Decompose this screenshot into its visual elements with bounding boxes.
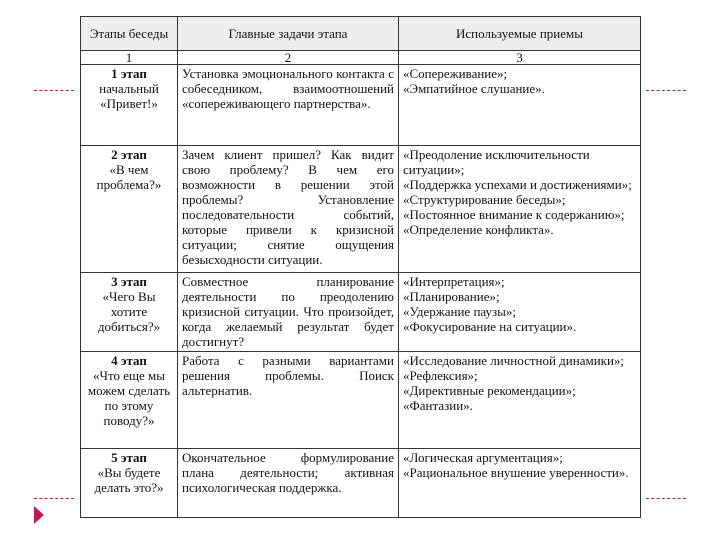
decor-dash-top-left — [34, 90, 74, 91]
header-stages: Этапы беседы — [81, 17, 178, 51]
technique-item: «Фантазии». — [403, 397, 473, 413]
technique-item: «Планирование»; — [403, 288, 500, 304]
header-row — [81, 17, 641, 51]
stage-cell — [81, 272, 178, 351]
technique-item: «Исследование личностной динамики»; — [403, 352, 625, 368]
task-cell: Совместное планирование деятельности по преодолению кризисной ситуации. Что произойдет, когда желаемый результат будет достигнут? — [178, 272, 399, 351]
techniques-cell — [399, 351, 641, 448]
header-tasks: Главные задачи этапа — [178, 17, 399, 51]
stage-row-5 — [81, 449, 641, 518]
stage-title: 4 этап — [111, 352, 147, 368]
stage-title: 5 этап — [111, 450, 147, 466]
techniques-cell — [399, 449, 641, 518]
technique-item: «Интерпретация»; — [403, 273, 505, 289]
next-slide-arrow-icon — [34, 506, 44, 524]
col-number-2: 2 — [178, 51, 399, 65]
stage-title: 1 этап — [111, 66, 147, 81]
stage-row-3 — [81, 272, 641, 351]
techniques-cell — [399, 65, 641, 146]
stage-row-4 — [81, 351, 641, 448]
stages-table — [80, 16, 641, 518]
technique-item: «Определение конфликта». — [403, 222, 554, 238]
task-cell: Зачем клиент пришел? Как видит свою проблему? В чем его возможности в решении этой проблемы? Установление последовательности событий, которые привели к кризисной ситуации; снятие ощущения безысходности ситуации. — [178, 146, 399, 273]
techniques-cell — [399, 146, 641, 273]
technique-item: «Эмпатийное слушание». — [403, 81, 545, 96]
stage-subtitle: «Что еще мы можем сделать по этому поводу?» — [87, 367, 171, 428]
task-cell: Работа с разными вариантами решения проблемы. Поиск альтернатив. — [178, 351, 399, 448]
col-number-3: 3 — [399, 51, 641, 65]
technique-item: «Директивные рекомендации»; — [403, 382, 576, 398]
technique-item: «Структурирование беседы»; — [403, 192, 566, 208]
techniques-cell — [399, 272, 641, 351]
task-cell: Окончательное формулирование плана деятельности; активная психологическая поддержка. — [178, 449, 399, 518]
technique-item: «Постоянное внимание к содержанию»; — [403, 207, 625, 223]
task-cell: Установка эмоционального контакта с собеседником, взаимоотношений «сопереживающего партнерства». — [178, 65, 399, 146]
technique-item: «Рациональное внушение уверенности». — [403, 465, 629, 481]
stage-subtitle: «Вы будете делать это?» — [94, 465, 164, 496]
stage-row-2 — [81, 146, 641, 273]
technique-item: «Удержание паузы»; — [403, 303, 517, 319]
stage-subtitle: «В чем проблема?» — [96, 162, 162, 193]
stage-cell — [81, 351, 178, 448]
stage-cell — [81, 65, 178, 146]
header-techniques: Используемые приемы — [399, 17, 641, 51]
technique-item: «Поддержка успехами и достижениями»; — [403, 177, 632, 193]
stage-row-1 — [81, 65, 641, 146]
technique-item: «Логическая аргументация»; — [403, 450, 563, 466]
technique-item: «Преодоление исключительности ситуации»; — [403, 147, 590, 178]
decor-dash-top-right — [646, 90, 686, 91]
col-number-1: 1 — [81, 51, 178, 65]
technique-item: «Фокусирование на ситуации». — [403, 318, 577, 334]
stage-title: 3 этап — [111, 273, 147, 289]
stage-subtitle: начальный «Привет!» — [99, 81, 159, 111]
technique-item: «Рефлексия»; — [403, 367, 478, 383]
decor-dash-bottom-right — [646, 498, 686, 499]
stage-cell — [81, 449, 178, 518]
stage-subtitle: «Чего Вы хотите добиться?» — [97, 288, 161, 334]
stage-cell — [81, 146, 178, 273]
decor-dash-bottom-left — [34, 498, 74, 499]
stage-title: 2 этап — [111, 147, 147, 163]
technique-item: «Сопереживание»; — [403, 66, 508, 81]
column-number-row — [81, 51, 641, 65]
